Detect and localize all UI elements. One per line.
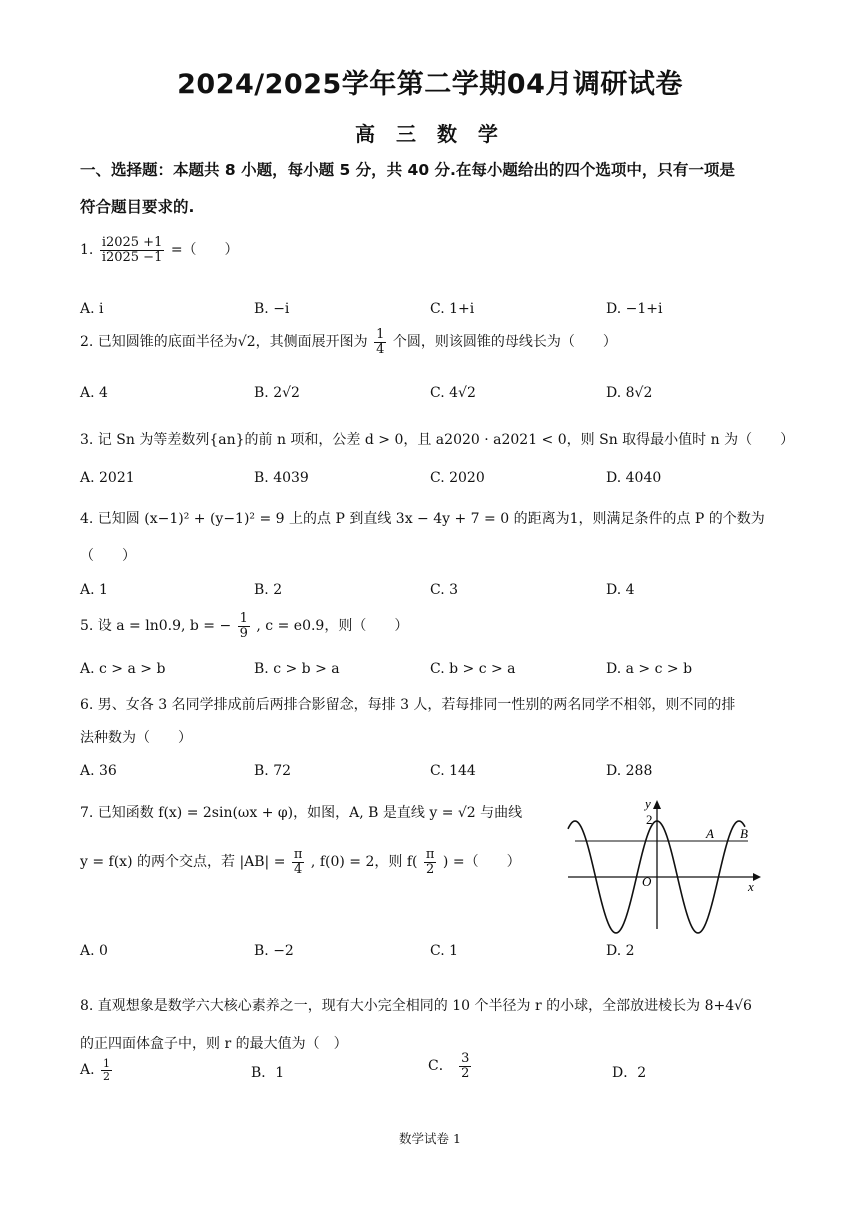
question-2-option-d[interactable]: D. 8√2	[606, 385, 653, 401]
question-6-option-c[interactable]: C. 144	[430, 763, 476, 779]
question-4-option-a[interactable]: A. 1	[80, 582, 108, 598]
section-heading-line1: 一、选择题：本题共 8 小题，每小题 5 分，共 40 分.在每小题给出的四个选项中，只有一项是	[80, 161, 735, 179]
question-7-option-c[interactable]: C. 1	[430, 943, 459, 959]
question-8-option-a-fraction: $\frac{1}{2}$	[103, 1057, 111, 1083]
x-axis-arrow-icon	[753, 873, 761, 881]
question-7-option-d[interactable]: D. 2	[606, 943, 635, 959]
question-8-option-a[interactable]: A. $\frac{1}{2}$	[80, 1057, 111, 1083]
page-title: 2024/2025学年第二学期04月调研试卷	[177, 69, 683, 100]
question-7-option-a[interactable]: A. 0	[80, 943, 108, 959]
question-8-option-b[interactable]: B．1	[251, 1065, 285, 1081]
question-8-option-d[interactable]: D．2	[612, 1065, 647, 1081]
question-1-fraction: $\frac{i2025 +1}{i2025 -1}$	[101, 235, 163, 265]
x-axis-label: x	[748, 879, 754, 894]
point-a-label: A	[706, 826, 714, 841]
question-4-option-d[interactable]: D. 4	[606, 582, 635, 598]
question-4-option-b[interactable]: B. 2	[254, 582, 283, 598]
question-4-option-c[interactable]: C. 3	[430, 582, 459, 598]
question-5-option-a[interactable]: A. c > a > b	[80, 661, 166, 677]
question-7-option-b[interactable]: B. −2	[254, 943, 294, 959]
question-7-stem-line2: y = f(x) 的两个交点，若 |AB| = $\frac{\pi}{4}$ , f(0) = 2，则 f( $\frac{\pi}{2}$ ) =（ ）	[80, 847, 521, 877]
question-2-option-c[interactable]: C. 4√2	[430, 385, 476, 401]
question-1-option-b[interactable]: B. −i	[254, 301, 290, 317]
question-2-option-a[interactable]: A. 4	[80, 385, 108, 401]
question-5-fraction: $\frac{1}{9}$	[239, 611, 248, 641]
question-8-stem-line2: 的正四面体盒子中，则 r 的最大值为（ ）	[80, 1036, 348, 1052]
y-axis-label: y	[645, 796, 651, 811]
page-footer: 数学试卷 1	[399, 1131, 461, 1146]
question-3-option-c[interactable]: C. 2020	[430, 470, 485, 486]
question-1-option-a[interactable]: A. i	[80, 301, 104, 317]
y-axis-arrow-icon	[653, 800, 661, 809]
question-3-option-b[interactable]: B. 4039	[254, 470, 309, 486]
question-6-option-b[interactable]: B. 72	[254, 763, 292, 779]
question-1-option-c[interactable]: C. 1+i	[430, 301, 475, 317]
section-heading-line2: 符合题目要求的.	[80, 198, 195, 216]
question-3-option-a[interactable]: A. 2021	[80, 470, 135, 486]
question-4-stem-line1: 4. 已知圆 (x−1)² + (y−1)² = 9 上的点 P 到直线 3x − 4y + 7 = 0 的距离为1，则满足条件的点 P 的个数为	[80, 511, 765, 527]
question-2-option-b[interactable]: B. 2√2	[254, 385, 300, 401]
question-6-stem-line2: 法种数为（ ）	[80, 730, 192, 746]
question-7-stem-line1: 7. 已知函数 f(x) = 2sin(ωx + φ)，如图，A, B 是直线 y = √2 与曲线	[80, 805, 523, 821]
question-4-stem-line2: （ ）	[80, 548, 136, 564]
question-8-stem-line1: 8. 直观想象是数学六大核心素养之一，现有大小完全相同的 10 个半径为 r 的小球，全部放进棱长为 8+4√6	[80, 998, 752, 1014]
question-2-stem: 2. 已知圆锥的底面半径为√2，其侧面展开图为 $\frac{1}{4}$ 个圆，则该圆锥的母线长为（ ）	[80, 327, 617, 357]
question-7-sine-graph	[565, 795, 765, 935]
point-b-label: B	[740, 826, 748, 841]
question-6-stem-line1: 6. 男、女各 3 名同学排成前后两排合影留念，每排 3 人，若每排同一性别的两名同学不相邻，则不同的排	[80, 697, 736, 713]
question-5-stem: 5. 设 a = ln0.9, b = − $\frac{1}{9}$ , c = e0.9，则（ ）	[80, 611, 409, 641]
page-subtitle: 高 三 数 学	[355, 122, 505, 146]
question-7-fraction-1: $\frac{\pi}{4}$	[293, 847, 303, 877]
question-6-option-a[interactable]: A. 36	[80, 763, 117, 779]
question-2-fraction: $\frac{1}{4}$	[376, 327, 385, 357]
origin-label: O	[642, 874, 652, 889]
question-8-option-c[interactable]: C． $\frac{3}{2}$	[428, 1051, 470, 1081]
question-3-option-d[interactable]: D. 4040	[606, 470, 662, 486]
question-5-option-b[interactable]: B. c > b > a	[254, 661, 340, 677]
question-7-fraction-2: $\frac{\pi}{2}$	[425, 847, 435, 877]
question-1-stem: 1. $\frac{i2025 +1}{i2025 -1}$ =（ ）	[80, 235, 239, 265]
question-3-stem: 3. 记 Sn 为等差数列{an}的前 n 项和，公差 d > 0，且 a2020 · a2021 < 0，则 Sn 取得最小值时 n 为（ ）	[80, 432, 795, 448]
question-8-option-c-fraction: $\frac{3}{2}$	[461, 1051, 470, 1081]
question-1-option-d[interactable]: D. −1+i	[606, 301, 663, 317]
question-6-option-d[interactable]: D. 288	[606, 763, 653, 779]
question-5-option-d[interactable]: D. a > c > b	[606, 661, 693, 677]
peak-label: 2	[646, 812, 653, 827]
question-5-option-c[interactable]: C. b > c > a	[430, 661, 516, 677]
